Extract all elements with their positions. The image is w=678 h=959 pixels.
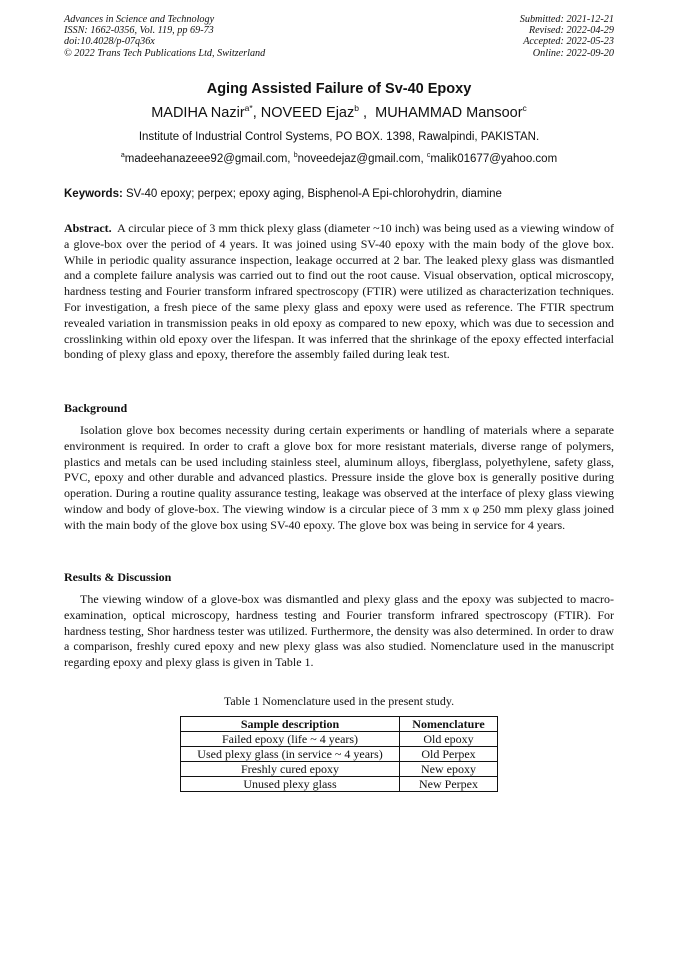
table-cell: Old Perpex xyxy=(400,747,498,762)
background-paragraph: Isolation glove box becomes necessity during certain experiments or handling of materials where a separate environment is required. In order to craft a glove box for more resistant materials, diverse range of polymers, plastics and metals can be used including stainless steel, aluminum alloys, fiberglass, polyethylene, safety glass, PVC, epoxy and other durable and advanced plastics. Pressure inside the glove box is generally positive during operation. During a routine quality assurance testing, leakage was observed at the interface of plexy glass viewing window and body of glove-box. The viewing window is a circular piece of 3 mm x φ 250 mm plexy glass joined with the main body of the glove box using SV-40 epoxy. The glove box was being in service for 4 years. xyxy=(64,423,614,532)
date-online: Online: 2022-09-20 xyxy=(532,47,614,59)
table-row xyxy=(181,762,498,777)
affiliation: Institute of Industrial Control Systems, PO BOX. 1398, Rawalpindi, PAKISTAN. xyxy=(138,131,540,143)
email-2[interactable]: noveedejaz@gmail.com, xyxy=(297,152,427,165)
table-header-row xyxy=(181,717,498,732)
author-separator: , xyxy=(252,104,261,121)
email-1[interactable]: madeehanazeee92@gmail.com, xyxy=(124,152,294,165)
table-caption: Table 1 Nomenclature used in the present study. xyxy=(223,694,455,708)
email-list xyxy=(0,152,678,165)
table-cell: New epoxy xyxy=(400,762,498,777)
author-3: MUHAMMAD Mansoor xyxy=(375,104,523,121)
author-separator: , xyxy=(358,104,376,121)
table-cell: Failed epoxy (life ~ 4 years) xyxy=(181,732,400,747)
section-heading-background: Background xyxy=(64,401,128,415)
keywords xyxy=(64,188,624,200)
table-row xyxy=(181,777,498,792)
table-header-cell: Nomenclature xyxy=(400,717,498,732)
table-row xyxy=(181,747,498,762)
date-accepted: Accepted: 2022-05-23 xyxy=(523,36,614,48)
journal-copyright: © 2022 Trans Tech Publications Ltd, Switzerland xyxy=(64,47,266,59)
journal-name: Advances in Science and Technology xyxy=(64,14,215,25)
nomenclature-table xyxy=(180,716,498,792)
date-revised: Revised: 2022-04-29 xyxy=(528,25,614,37)
table-cell: Unused plexy glass xyxy=(181,777,400,792)
email-1-mark: a xyxy=(120,152,125,159)
author-1: MADIHA Nazir xyxy=(151,104,245,121)
table-row xyxy=(181,732,498,747)
keywords-label: Keywords: xyxy=(64,188,123,200)
author-list xyxy=(0,103,678,121)
table-header-cell: Sample description xyxy=(181,717,400,732)
abstract-label: Abstract. xyxy=(64,221,112,235)
journal-doi: doi:10.4028/p-07q36x xyxy=(64,36,155,48)
paper-title: Aging Assisted Failure of Sv-40 Epoxy xyxy=(206,81,472,97)
author-2: NOVEED Ejaz xyxy=(260,104,355,121)
journal-issn: ISSN: 1662-0356, Vol. 119, pp 69-73 xyxy=(64,25,214,37)
author-3-mark: c xyxy=(522,103,527,113)
date-submitted: Submitted: 2021-12-21 xyxy=(519,14,614,25)
author-2-mark: b xyxy=(354,103,359,113)
dates-header xyxy=(520,14,614,59)
abstract xyxy=(64,221,617,363)
table-cell: Freshly cured epoxy xyxy=(181,762,400,777)
email-2-mark: b xyxy=(293,152,298,159)
email-3-mark: c xyxy=(426,152,431,159)
email-3[interactable]: malik01677@yahoo.com xyxy=(430,152,558,165)
table-cell: Used plexy glass (in service ~ 4 years) xyxy=(181,747,400,762)
table-cell: New Perpex xyxy=(400,777,498,792)
keywords-text: SV-40 epoxy; perpex; epoxy aging, Bisphenol-A Epi-chlorohydrin, diamine xyxy=(122,188,502,200)
journal-header xyxy=(64,14,265,59)
table-cell: Old epoxy xyxy=(400,732,498,747)
abstract-text: A circular piece of 3 mm thick plexy glass (diameter ~10 inch) was being used as a viewing window of a glove-box over the period of 4 years. It was joined using SV-40 epoxy with the main body of the glove box. While in periodic quality assurance inspection, leakage occurred at 2 bar. The leaked plexy glass was dismantled and a complete failure analysis was carried out to find out the root cause. Visual observation, optical microscopy, hardness testing and Fourier transform infrared spectroscopy (FTIR) were utilized as characterization techniques. For investigation, a fresh piece of the same plexy glass and epoxy were used as reference. The FTIR spectrum revealed variation in transmission peaks in old epoxy as compared to new epoxy, which was due to secession and crosslinking within old epoxy over the lifespan. It was inferred that the shrinkage of the epoxy effected interfacial bonding of plexy glass and epoxy, therefore the assembly failed during leak test. xyxy=(64,221,617,362)
results-paragraph: The viewing window of a glove-box was dismantled and plexy glass and the epoxy was subjected to macro-examination, optical microscopy, hardness testing and Fourier transform infrared spectroscopy (FTIR). For hardness testing, Shor hardness tester was utilized. Furthermore, the density was also determined. In order to draw a comparison, freshly cured epoxy and new plexy glass was also studied. Nomenclature used in the manuscript regarding epoxy and plexy glass is given in Table 1. xyxy=(64,592,614,670)
section-heading-results: Results & Discussion xyxy=(64,570,172,584)
author-1-mark: a* xyxy=(244,103,253,113)
